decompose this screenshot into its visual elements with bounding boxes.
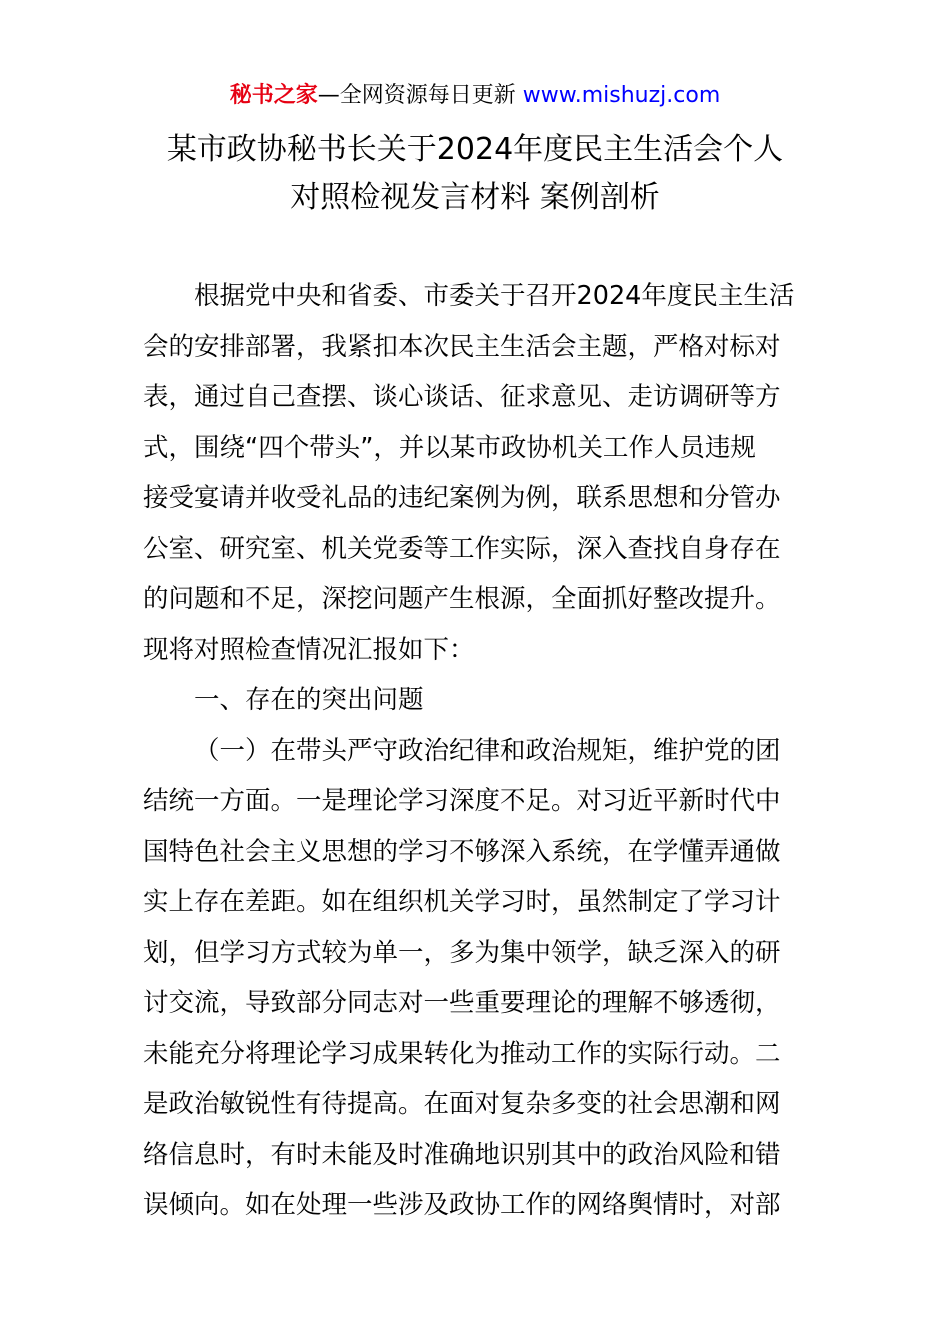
body-line: 划，但学习方式较为单一，多为集中领学，缺乏深入的研 bbox=[143, 937, 781, 968]
body-line: 结统一方面。一是理论学习深度不足。对习近平新时代中 bbox=[143, 786, 781, 816]
site-url-link[interactable]: www.mishuzj.com bbox=[522, 83, 721, 108]
body-line: 络信息时，有时未能及时准确地识别其中的政治风险和错 bbox=[143, 1139, 781, 1170]
body-line: 接受宴请并收受礼品的违纪案例为例，联系思想和分管办 bbox=[143, 483, 781, 513]
body-line: 实上存在差距。如在组织机关学习时，虽然制定了学习计 bbox=[143, 887, 781, 917]
document-body bbox=[143, 271, 808, 1231]
body-line: 讨交流，导致部分同志对一些重要理论的理解不够透彻， bbox=[143, 988, 781, 1018]
header-tagline: —全网资源每日更新 bbox=[317, 83, 523, 108]
body-line: 是政治敏锐性有待提高。在面对复杂多变的社会思潮和网 bbox=[143, 1089, 781, 1119]
brand-name: 秘书之家 bbox=[229, 83, 318, 108]
body-line: 公室、研究室、机关党委等工作实际，深入查找自身存在 bbox=[143, 533, 781, 564]
body-line: 国特色社会主义思想的学习不够深入系统，在学懂弄通做 bbox=[143, 836, 781, 867]
title-line-1: 某市政协秘书长关于2024年度民主生活会个人 bbox=[166, 132, 784, 167]
body-line: 未能充分将理论学习成果转化为推动工作的实际行动。二 bbox=[143, 1038, 781, 1069]
title-line-2: 对照检视发言材料 案例剖析 bbox=[290, 180, 660, 215]
body-line: 根据党中央和省委、市委关于召开2024年度民主生活 bbox=[194, 281, 795, 311]
body-line: 的问题和不足，深挖问题产生根源，全面抓好整改提升。 bbox=[143, 584, 781, 614]
body-line: 式，围绕“四个带头”，并以某市政协机关工作人员违规 bbox=[143, 432, 756, 463]
document-title bbox=[0, 126, 950, 222]
section-heading: 一、存在的突出问题 bbox=[194, 685, 424, 715]
body-line: 表，通过自己查摆、谈心谈话、征求意见、走访调研等方 bbox=[143, 382, 781, 412]
subsection-heading: （一）在带头严守政治纪律和政治规矩，维护党的团 bbox=[194, 735, 781, 766]
site-header bbox=[0, 78, 950, 114]
body-line: 现将对照检查情况汇报如下： bbox=[143, 634, 475, 665]
body-line: 会的安排部署，我紧扣本次民主生活会主题，严格对标对 bbox=[143, 331, 781, 362]
body-line: 误倾向。如在处理一些涉及政协工作的网络舆情时，对部 bbox=[143, 1190, 781, 1220]
